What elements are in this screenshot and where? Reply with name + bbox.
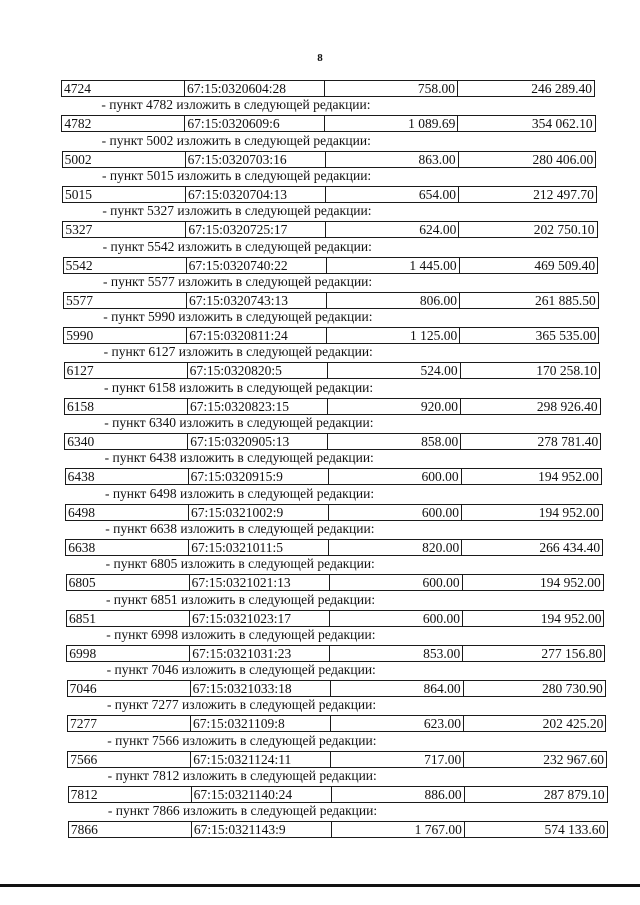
area-cell: 858.00 (327, 434, 460, 449)
area-cell: 600.00 (328, 505, 461, 520)
row-number-cell: 6498 (67, 504, 95, 520)
row-number-cell: 4724 (64, 81, 91, 96)
area-cell: 920.00 (327, 399, 460, 414)
amendment-instruction: - пункт 6498 изложить в следующей редакции: (104, 485, 375, 501)
table-row (62, 221, 597, 238)
table-row (63, 257, 599, 274)
cadastral-value-cell: 469 509.40 (459, 258, 598, 273)
cadastral-number-cell: 67:15:0321140:24 (191, 787, 331, 802)
table-row (64, 398, 601, 415)
cadastral-value-cell: 202 750.10 (458, 222, 596, 237)
cadastral-value-cell: 280 406.00 (458, 152, 596, 167)
cadastral-value-cell: 261 885.50 (459, 293, 598, 308)
table-row (63, 327, 599, 344)
table-row (64, 433, 601, 450)
cadastral-number-cell: 67:15:0320609:6 (184, 116, 324, 131)
cadastral-number-cell: 67:15:0320915:9 (188, 469, 328, 484)
table-row (67, 751, 607, 768)
row-number-cell: 6340 (67, 434, 95, 449)
amendment-block (68, 769, 608, 805)
amendment-instruction: - пункт 6158 изложить в следующей редакции: (103, 379, 374, 395)
cadastral-number-cell: 67:15:0320743:13 (186, 293, 326, 308)
area-cell: 758.00 (324, 81, 457, 96)
amendment-block (62, 169, 597, 205)
row-number-cell: 5002 (64, 151, 92, 167)
area-cell: 1 445.00 (326, 258, 459, 273)
area-cell: 853.00 (329, 646, 462, 661)
cadastral-value-cell: 277 156.80 (462, 646, 604, 661)
cadastral-number-cell: 67:15:0321023:17 (189, 611, 329, 626)
table-row (68, 786, 608, 803)
area-cell: 863.00 (325, 152, 458, 167)
cadastral-value-cell: 232 967.60 (463, 752, 606, 767)
table-row (67, 715, 606, 732)
area-cell: 717.00 (330, 752, 463, 767)
table-row (62, 151, 597, 168)
row-number-cell: 4782 (64, 116, 92, 132)
cadastral-number-cell: 67:15:0320905:13 (187, 434, 327, 449)
row-number-cell: 7046 (69, 681, 97, 697)
area-cell: 624.00 (325, 222, 458, 237)
row-number-cell: 6127 (66, 363, 94, 379)
area-cell: 600.00 (329, 611, 462, 626)
cadastral-value-cell: 194 952.00 (462, 611, 604, 626)
row-number-cell: 6438 (67, 469, 95, 485)
amendment-instruction: - пункт 7866 изложить в следующей редакции: (107, 803, 378, 819)
cadastral-number-cell: 67:15:0321021:13 (189, 575, 329, 590)
amendment-instruction: - пункт 6638 изложить в следующей редакции: (105, 520, 375, 536)
cadastral-value-cell: 202 425.20 (463, 716, 605, 731)
cadastral-value-cell: 246 289.40 (457, 81, 594, 96)
cadastral-number-cell: 67:15:0320823:15 (187, 399, 327, 414)
cadastral-number-cell: 67:15:0321031:23 (189, 646, 329, 661)
cadastral-number-cell: 67:15:0321143:9 (191, 822, 331, 837)
cadastral-number-cell: 67:15:0320811:24 (186, 328, 326, 343)
table-row (61, 80, 595, 97)
footer-rule (0, 884, 640, 887)
area-cell: 864.00 (330, 681, 463, 696)
cadastral-number-cell: 67:15:0321124:11 (190, 752, 330, 767)
amendment-instruction: - пункт 5002 изложить в следующей редакции: (101, 132, 371, 148)
row-number-cell: 7812 (70, 787, 98, 802)
row-number-cell: 5542 (65, 257, 93, 273)
amendment-block (68, 804, 608, 840)
cadastral-value-cell: 278 781.40 (460, 434, 600, 449)
amendment-block (63, 275, 599, 311)
amendment-instruction: - пункт 6127 изложить в следующей редакции: (103, 344, 373, 360)
cadastral-number-cell: 67:15:0320740:22 (186, 258, 326, 273)
table-row (65, 539, 603, 556)
amendment-block (65, 522, 603, 558)
cadastral-value-cell: 280 730.90 (463, 681, 605, 696)
amendment-block (66, 593, 605, 629)
amendment-instruction: - пункт 5542 изложить в следующей редакции: (102, 238, 372, 254)
cadastral-number-cell: 67:15:0320725:17 (185, 222, 325, 237)
row-number-cell: 6158 (66, 398, 94, 414)
amendment-block (63, 240, 599, 276)
amendment-block (67, 663, 606, 699)
row-number-cell: 7566 (70, 751, 98, 767)
amendment-instruction: - пункт 7046 изложить в следующей редакции: (106, 662, 376, 678)
amendment-block (64, 416, 601, 452)
row-number-cell: 5577 (65, 292, 93, 308)
amendment-block (61, 63, 595, 99)
amendment-instruction: - пункт 6851 изложить в следующей редакции: (105, 591, 376, 607)
cadastral-number-cell: 67:15:0321033:18 (190, 681, 330, 696)
amendment-instruction: - пункт 6438 изложить в следующей редакции: (104, 450, 374, 466)
row-number-cell: 6805 (68, 575, 96, 591)
cadastral-value-cell: 365 535.00 (459, 328, 598, 343)
table-row (62, 186, 597, 203)
amendment-instruction: - пункт 6998 изложить в следующей редакции: (106, 626, 376, 642)
area-cell: 623.00 (330, 716, 463, 731)
amendment-block (62, 134, 597, 170)
table-row (68, 821, 608, 838)
area-cell: 1 125.00 (326, 328, 459, 343)
amendment-block (66, 557, 604, 593)
amendment-block (67, 734, 607, 770)
cadastral-number-cell: 67:15:0320704:13 (185, 187, 325, 202)
table-row (61, 115, 595, 132)
area-cell: 600.00 (328, 469, 461, 484)
amendment-block (62, 204, 597, 240)
amendment-block (61, 98, 595, 134)
cadastral-value-cell: 298 926.40 (460, 399, 600, 414)
area-cell: 524.00 (327, 363, 460, 378)
amendment-block (64, 381, 601, 417)
row-number-cell: 7866 (70, 822, 98, 838)
cadastral-number-cell: 67:15:0320604:28 (184, 81, 324, 96)
area-cell: 886.00 (331, 787, 464, 802)
area-cell: 820.00 (328, 540, 461, 555)
row-number-cell: 6851 (68, 610, 96, 626)
amendment-instruction: - пункт 5577 изложить в следующей редакции: (102, 273, 373, 289)
row-number-cell: 5990 (66, 328, 94, 344)
table-row (65, 468, 602, 485)
cadastral-value-cell: 354 062.10 (457, 116, 594, 131)
cadastral-value-cell: 574 133.60 (464, 822, 607, 837)
area-cell: 806.00 (326, 293, 459, 308)
table-row (64, 362, 600, 379)
row-number-cell: 7277 (69, 716, 97, 732)
amendment-block (66, 628, 605, 664)
amendment-instruction: - пункт 7277 изложить в следующей редакции: (106, 697, 377, 713)
cadastral-value-cell: 266 434.40 (461, 540, 602, 555)
cadastral-value-cell: 212 497.70 (458, 187, 596, 202)
row-number-cell: 5327 (65, 222, 93, 238)
amendment-instruction: - пункт 5327 изложить в следующей редакции: (102, 203, 372, 219)
table-row (66, 574, 604, 591)
amendment-instruction: - пункт 7566 изложить в следующей редакции: (107, 732, 377, 748)
table-row (67, 680, 606, 697)
amendment-block (65, 451, 602, 487)
cadastral-value-cell: 287 879.10 (464, 787, 607, 802)
row-number-cell: 5015 (64, 186, 92, 202)
table-row (66, 610, 605, 627)
amendment-instruction: - пункт 7812 изложить в следующей редакции: (107, 768, 377, 783)
area-cell: 654.00 (325, 187, 458, 202)
amendment-block (64, 345, 600, 381)
area-cell: 1 767.00 (331, 822, 464, 837)
amendment-instruction: - пункт 4782 изложить в следующей редакции: (101, 97, 371, 113)
area-cell: 600.00 (329, 575, 462, 590)
amendment-instruction: - пункт 5990 изложить в следующей редакции: (103, 309, 373, 325)
row-number-cell: 6998 (69, 645, 97, 661)
amendment-instruction: - пункт 6340 изложить в следующей редакции: (104, 415, 374, 430)
cadastral-number-cell: 67:15:0321109:8 (190, 716, 330, 731)
cadastral-number-cell: 67:15:0321002:9 (188, 505, 328, 520)
table-row (63, 292, 599, 309)
amendment-block (67, 698, 606, 734)
amendment-instruction: - пункт 6805 изложить в следующей редакции: (105, 556, 375, 572)
cadastral-number-cell: 67:15:0320820:5 (187, 363, 327, 378)
area-cell: 1 089.69 (324, 116, 457, 131)
cadastral-value-cell: 170 258.10 (460, 363, 599, 378)
table-row (65, 504, 603, 521)
page-number: 8 (317, 52, 323, 64)
cadastral-number-cell: 67:15:0321011:5 (188, 540, 328, 555)
amendment-block (65, 487, 603, 523)
cadastral-value-cell: 194 952.00 (461, 505, 602, 520)
cadastral-number-cell: 67:15:0320703:16 (185, 152, 325, 167)
amendment-instruction: - пункт 5015 изложить в следующей редакции: (101, 167, 372, 183)
amendment-block (63, 310, 599, 346)
cadastral-value-cell: 194 952.00 (462, 575, 603, 590)
row-number-cell: 6638 (68, 539, 96, 555)
table-row (66, 645, 605, 662)
cadastral-value-cell: 194 952.00 (461, 469, 601, 484)
